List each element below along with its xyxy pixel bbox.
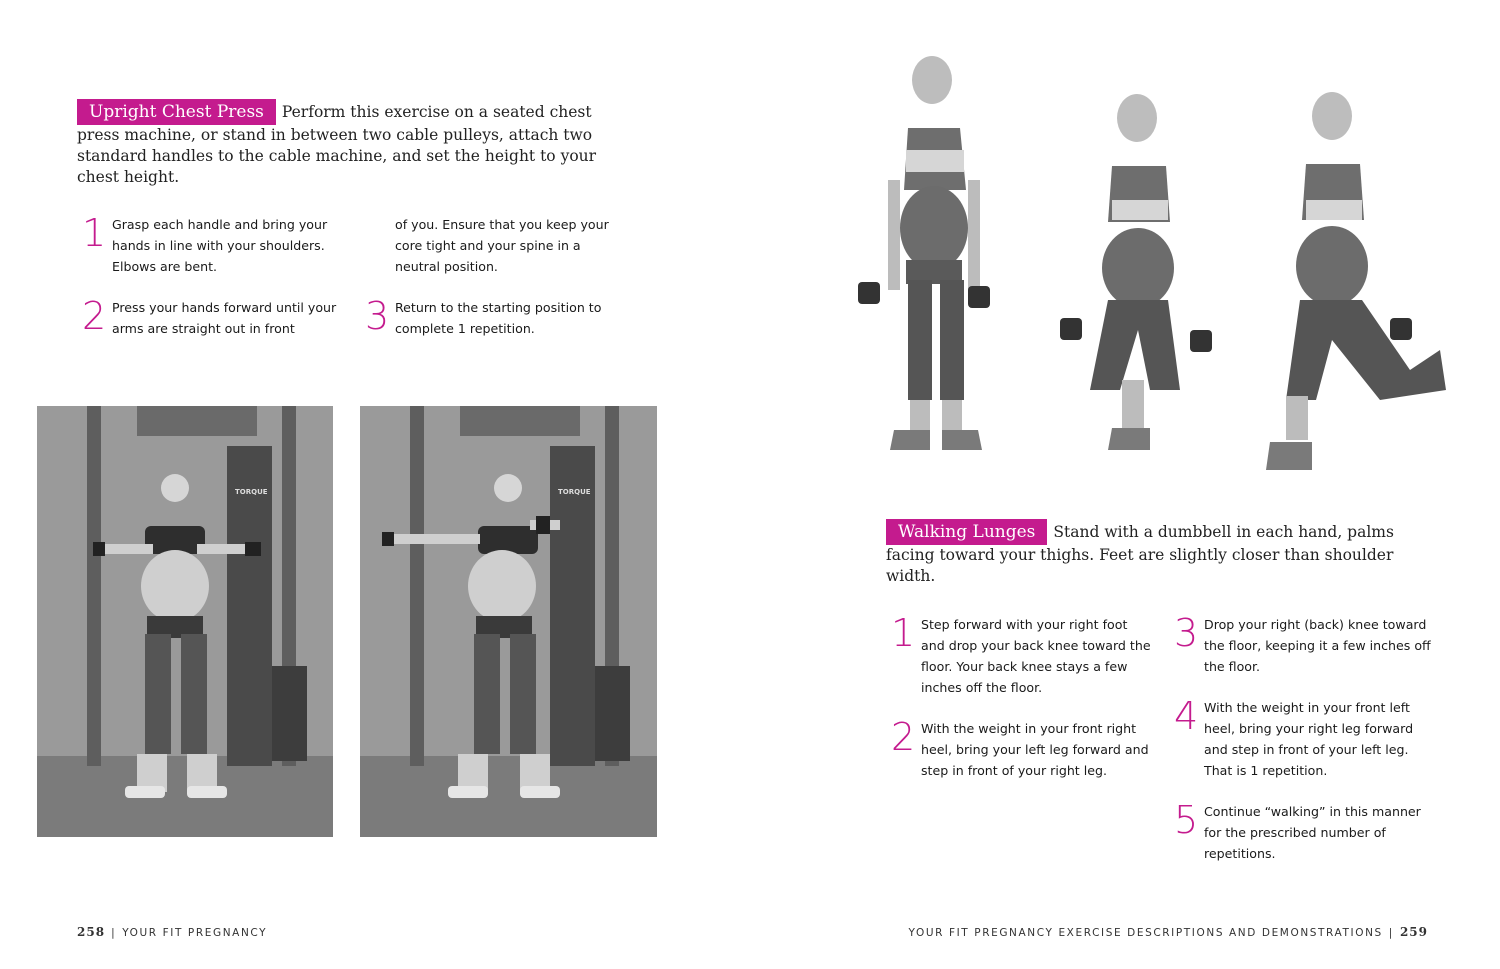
right-page: [750, 0, 1500, 969]
step-text: Step forward with your right foot and drop your back knee toward the floor. Your back knee stays a few inches off the floor.: [921, 617, 1151, 695]
step-number: 4: [1174, 694, 1199, 738]
step-text: Grasp each handle and bring your hands in line with your shoulders. Elbows are bent.: [112, 217, 328, 274]
chest-press-intro-text: Perform this exercise on a seated chest press machine, or stand in between two cable pulleys, attach two standard handles to the cable machine, and set the height to your chest height.: [77, 103, 597, 186]
step-number: 2: [891, 715, 916, 759]
lunges-step-5: [1174, 798, 1454, 864]
step-number: 1: [82, 211, 107, 255]
step-number: 3: [365, 294, 390, 338]
chest-press-intro: [77, 99, 637, 188]
left-page-number: 258: [77, 925, 106, 939]
step-number: 3: [1174, 611, 1199, 655]
chest-press-step-3: [365, 294, 635, 339]
chest-press-extended-photo: [360, 406, 657, 837]
step-text: Drop your right (back) knee toward the floor, keeping it a few inches off the floor.: [1204, 617, 1431, 674]
step-text: of you. Ensure that you keep your core tight and your spine in a neutral position.: [395, 217, 609, 274]
lunges-step-3: [1174, 611, 1454, 677]
lunges-step-4: [1174, 694, 1454, 781]
step-number: 1: [891, 611, 916, 655]
step-number: 5: [1174, 798, 1199, 842]
right-footer-label: YOUR FIT PREGNANCY EXERCISE DESCRIPTIONS AND DEMONSTRATIONS: [908, 927, 1383, 939]
chest-press-step-1: [82, 211, 352, 277]
chest-press-step-2: [82, 294, 352, 339]
lunges-step-2: [891, 715, 1171, 781]
chest-press-tag: Upright Chest Press: [77, 99, 276, 125]
step-text: Press your hands forward until your arms are straight out in front: [112, 300, 337, 336]
chest-press-step-2-continued: [365, 214, 635, 277]
step-text: Return to the starting position to complete 1 repetition.: [395, 300, 602, 336]
torque-logo-text: TORQUE: [235, 488, 268, 496]
footer-separator: |: [111, 927, 117, 939]
walking-lunges-photo: [850, 50, 1450, 480]
chest-press-start-photo: [37, 406, 333, 837]
left-footer-label: YOUR FIT PREGNANCY: [122, 927, 268, 939]
step-text: Continue “walking” in this manner for the prescribed number of repetitions.: [1204, 804, 1421, 861]
step-text: With the weight in your front right heel, bring your left leg forward and step in front of your right leg.: [921, 721, 1149, 778]
lunges-tag: Walking Lunges: [886, 519, 1047, 545]
right-footer: [909, 925, 1428, 939]
right-page-number: 259: [1399, 925, 1428, 939]
lunges-intro-text: Stand with a dumbbell in each hand, palms facing toward your thighs. Feet are slightly closer than shoulder width.: [886, 523, 1394, 585]
step-text: With the weight in your front left heel, bring your right leg forward and step in front of your left leg. That is 1 repetition.: [1204, 700, 1414, 778]
torque-logo-text: TORQUE: [558, 488, 591, 496]
step-number: 2: [82, 294, 107, 338]
lunges-step-1: [891, 611, 1171, 698]
left-footer: [77, 925, 267, 939]
footer-separator: |: [1388, 927, 1394, 939]
lunges-intro: [886, 519, 1426, 587]
